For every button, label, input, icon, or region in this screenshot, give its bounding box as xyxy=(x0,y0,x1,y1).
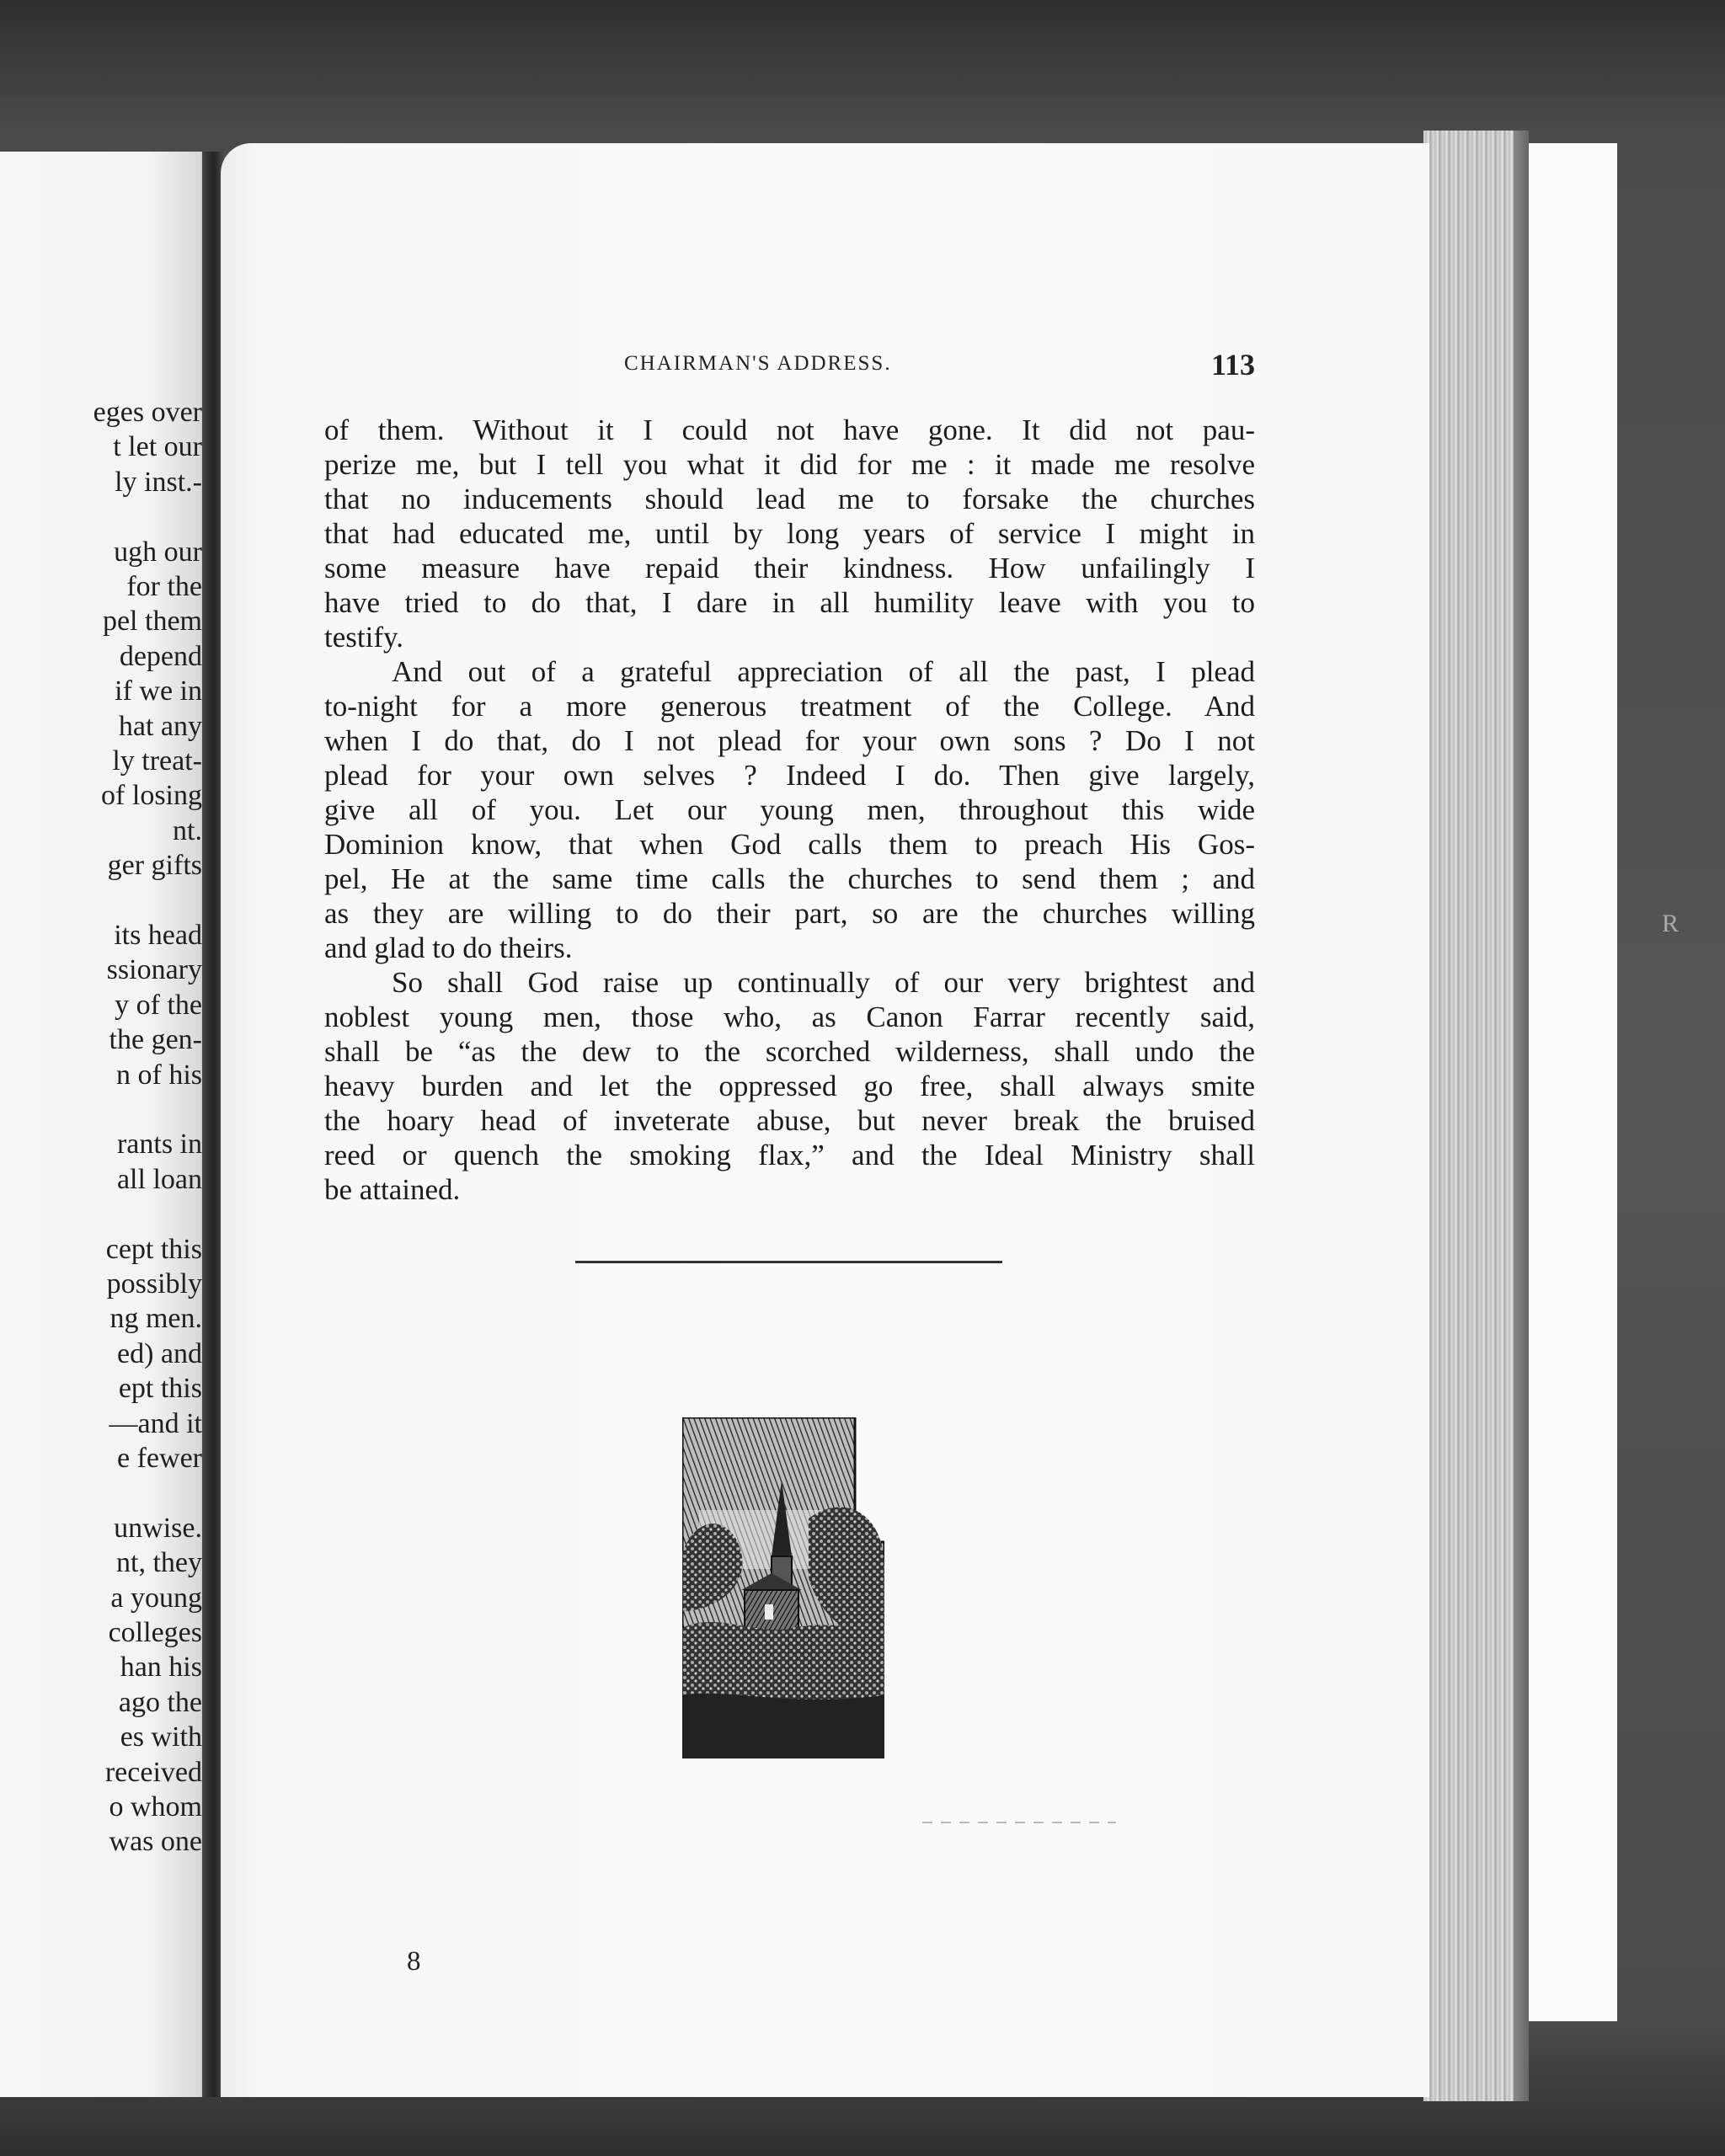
scan-smudge xyxy=(922,1822,1116,1823)
left-page-line: ger gifts xyxy=(107,850,202,882)
left-page-line: eges over xyxy=(93,397,202,428)
body-line: some measure have repaid their kindness. How unfailingly I xyxy=(324,552,1255,584)
left-page-line: was one xyxy=(109,1826,202,1858)
body-line: of them. Without it I could not have gone. It did not pau- xyxy=(324,414,1255,446)
body-line: that no inducements should lead me to forsake the churches xyxy=(324,483,1255,515)
body-line: as they are willing to do their part, so are the churches willing xyxy=(324,897,1255,930)
left-page-line: unwise. xyxy=(114,1512,202,1544)
left-page-line: cept this xyxy=(105,1233,202,1265)
left-page-line: ly inst.- xyxy=(115,466,202,498)
body-line: Dominion know, that when God calls them to preach His Gos- xyxy=(324,828,1255,861)
left-page-line: rants in xyxy=(116,1129,202,1161)
body-line: be attained. xyxy=(324,1173,461,1206)
body-line: and glad to do theirs. xyxy=(324,931,573,964)
body-line: pel, He at the same time calls the churches to send them ; and xyxy=(324,862,1255,895)
body-line: give all of you. Let our young men, throughout this wide xyxy=(324,793,1255,826)
body-line: to-night for a more generous treatment of the College. And xyxy=(324,690,1255,723)
running-title: CHAIRMAN'S ADDRESS. xyxy=(624,352,892,375)
body-line: that had educated me, until by long years of service I might in xyxy=(324,517,1255,550)
left-page-line: ed) and xyxy=(116,1337,202,1369)
margin-mark: R xyxy=(1662,910,1680,937)
body-line: plead for your own selves ? Indeed I do. Then give largely, xyxy=(324,759,1255,792)
body-line: And out of a grateful appreciation of all the past, I plead xyxy=(392,655,1255,688)
left-page-line: its head xyxy=(114,920,202,951)
body-line: when I do that, do I not plead for your own sons ? Do I not xyxy=(324,724,1255,757)
left-page-line: ago the xyxy=(118,1686,202,1718)
left-page xyxy=(0,152,211,2097)
left-page-line: n of his xyxy=(116,1059,202,1091)
left-page-line: ugh our xyxy=(114,536,202,568)
left-page-line: nt. xyxy=(173,814,202,846)
signature-mark: 8 xyxy=(407,1946,421,1977)
body-line: have tried to do that, I dare in all humility leave with you to xyxy=(324,586,1255,619)
body-line: the hoary head of inveterate abuse, but never break the bruised xyxy=(324,1104,1255,1137)
body-line: reed or quench the smoking flax,” and the Ideal Ministry shall xyxy=(324,1139,1255,1171)
body-line: So shall God raise up continually of our very brightest and xyxy=(392,966,1255,999)
body-line: shall be “as the dew to the scorched wilderness, shall undo the xyxy=(324,1035,1255,1068)
left-page-line: t let our xyxy=(113,431,202,463)
left-page-line: ept this xyxy=(118,1373,202,1405)
left-page-line: all loan xyxy=(116,1163,202,1195)
left-page-line: pel them xyxy=(102,606,202,638)
left-page-line: y of the xyxy=(115,989,202,1021)
left-page-line: received xyxy=(104,1756,202,1788)
left-page-line: o whom xyxy=(109,1791,202,1822)
scanner-backing xyxy=(1525,143,1617,2021)
left-page-line: if we in xyxy=(115,675,202,707)
running-head xyxy=(324,348,1255,386)
page-number: 113 xyxy=(1210,348,1255,382)
left-page-line: nt, they xyxy=(116,1547,202,1579)
left-page-line: ly treat- xyxy=(112,745,202,776)
left-page-line: hat any xyxy=(118,710,202,742)
left-page-line: a young xyxy=(110,1582,202,1614)
left-page-line: of losing xyxy=(101,780,202,812)
left-page-line: possibly xyxy=(106,1268,202,1299)
body-line: heavy burden and let the oppressed go free, shall always smite xyxy=(324,1070,1255,1102)
body-line: noblest young men, those who, as Canon Farrar recently said, xyxy=(324,1001,1255,1033)
left-page-line: colleges xyxy=(108,1617,202,1648)
section-rule xyxy=(575,1261,1002,1263)
book-page-edges xyxy=(1423,131,1529,2101)
left-page-line: es with xyxy=(120,1721,202,1753)
body-line: testify. xyxy=(324,621,403,654)
body-line: perize me, but I tell you what it did for me : it made me resolve xyxy=(324,448,1255,481)
left-page-line: for the xyxy=(126,571,202,602)
left-page-line: depend xyxy=(119,640,202,672)
left-page-line: ng men. xyxy=(109,1303,202,1335)
left-page-line: —and it xyxy=(109,1407,202,1439)
left-page-line: e fewer xyxy=(117,1443,202,1474)
left-page-line: han his xyxy=(120,1652,202,1684)
body-text xyxy=(324,413,1255,1207)
church-woodcut-icon xyxy=(682,1417,884,1763)
left-page-line: the gen- xyxy=(109,1024,202,1056)
left-page-line: ssionary xyxy=(106,954,202,986)
